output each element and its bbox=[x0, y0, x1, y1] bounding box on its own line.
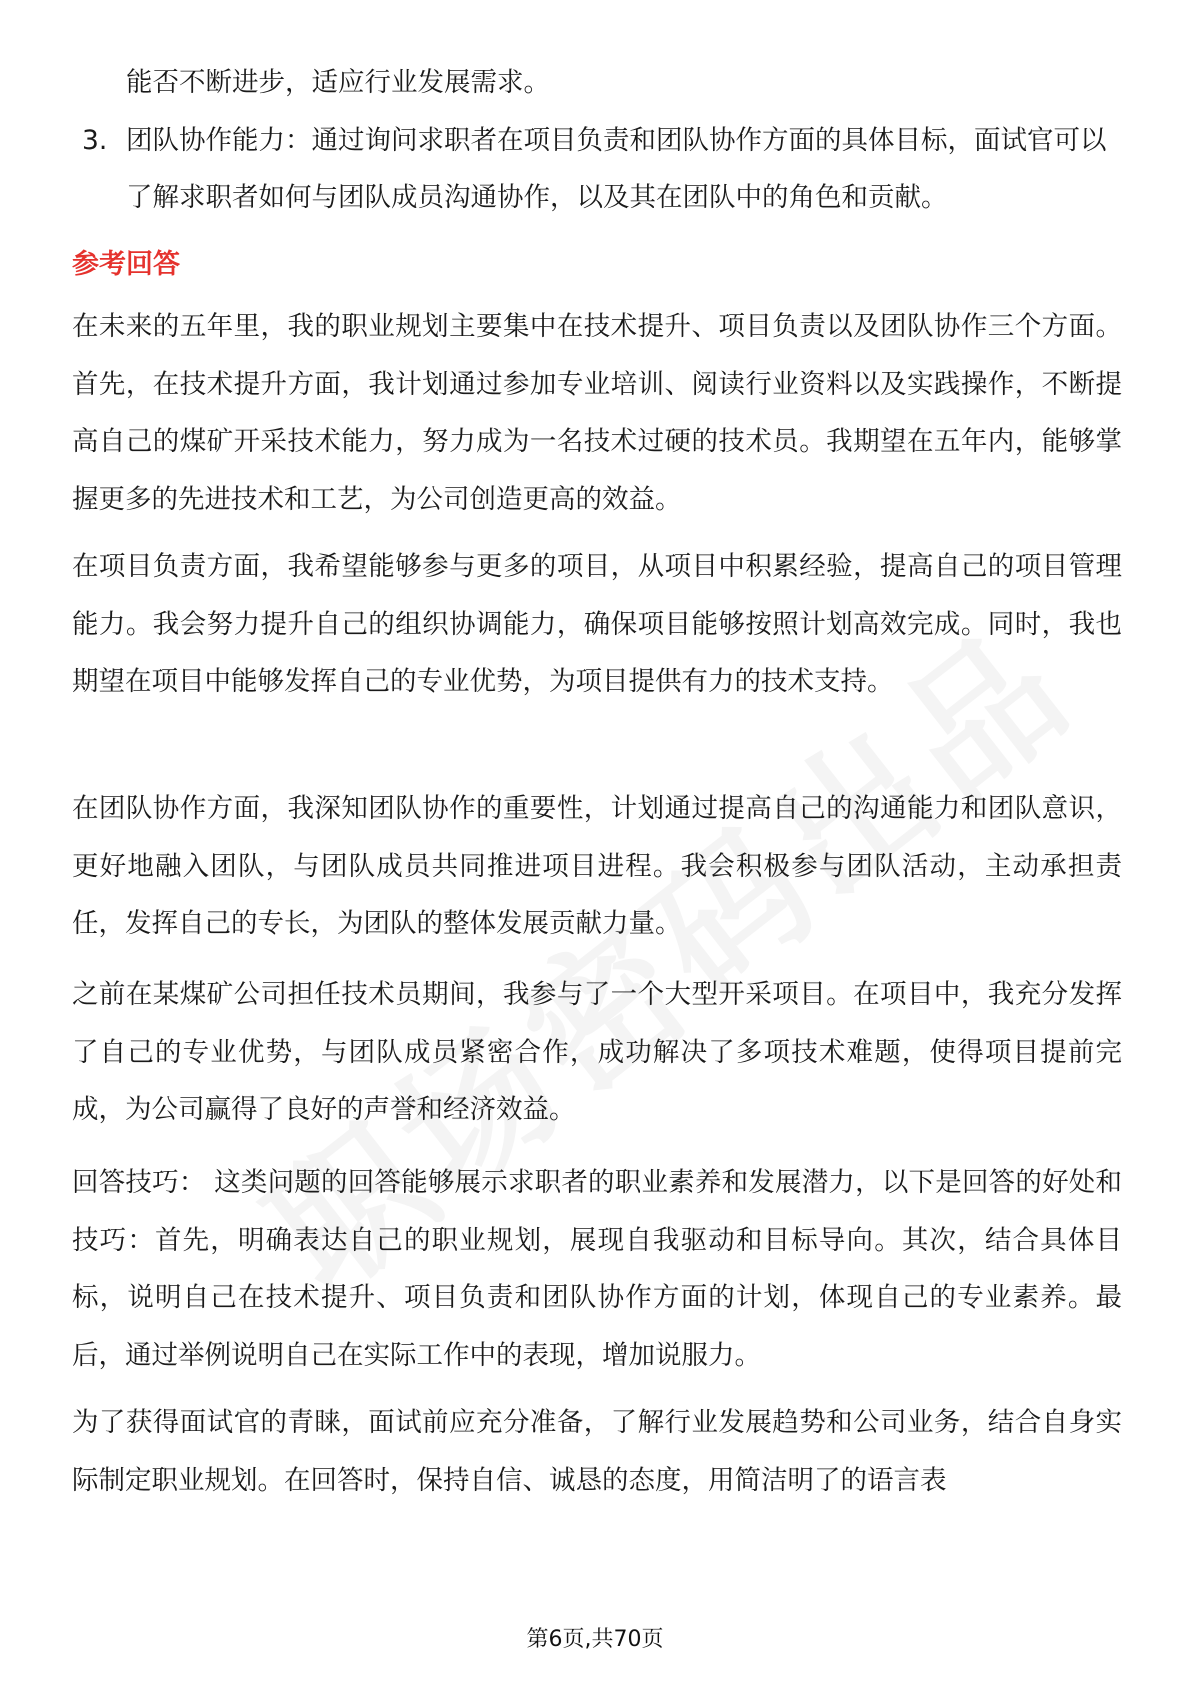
section-heading: 参考回答 bbox=[72, 249, 180, 280]
list-number: 3. bbox=[82, 125, 108, 156]
page-footer: 第6页,共70页 bbox=[526, 1627, 664, 1652]
list-text: 团队协作能力：通过询问求职者在项目负责和团队协作方面的具体目标，面试官可以了解求职者如何与团队成员沟通协作，以及其在团队中的角色和贡献。 bbox=[126, 125, 1107, 213]
paragraph-5: 回答技巧： 这类问题的回答能够展示求职者的职业素养和发展潜力，以下是回答的好处和技巧：首先，明确表达自己的职业规划，展现自我驱动和目标导向。其次，结合具体目标，说明自己在技术提升、项目负责和团队协作方面的计划，体现自己的专业素养。最后，通过举例说明自己在实际工作中的表现，增加说服力。 bbox=[72, 1167, 1122, 1371]
paragraph-3: 在团队协作方面，我深知团队协作的重要性，计划通过提高自己的沟通能力和团队意识，更好地融入团队，与团队成员共同推进项目进程。我会积极参与团队活动，主动承担责任，发挥自己的专长，为团队的整体发展贡献力量。 bbox=[72, 793, 1122, 939]
paragraph-4: 之前在某煤矿公司担任技术员期间，我参与了一个大型开采项目。在项目中，我充分发挥了自己的专业优势，与团队成员紧密合作，成功解决了多项技术难题，使得项目提前完成，为公司赢得了良好的声誉和经济效益。 bbox=[72, 979, 1122, 1125]
paragraph-6: 为了获得面试官的青睐，面试前应充分准备，了解行业发展趋势和公司业务，结合自身实际制定职业规划。在回答时，保持自信、诚恳的态度，用简洁明了的语言表 bbox=[72, 1407, 1122, 1496]
paragraph-2: 在项目负责方面，我希望能够参与更多的项目，从项目中积累经验，提高自己的项目管理能力。我会努力提升自己的组织协调能力，确保项目能够按照计划高效完成。同时，我也期望在项目中能够发挥自己的专业优势，为项目提供有力的技术支持。 bbox=[72, 551, 1122, 697]
continuation-line: 能否不断进步，适应行业发展需求。 bbox=[126, 67, 550, 98]
paragraph-1: 在未来的五年里，我的职业规划主要集中在技术提升、项目负责以及团队协作三个方面。首先，在技术提升方面，我计划通过参加专业培训、阅读行业资料以及实践操作，不断提高自己的煤矿开采技术能力，努力成为一名技术过硬的技术员。我期望在五年内，能够掌握更多的先进技术和工艺，为公司创造更高的效益。 bbox=[72, 311, 1122, 515]
